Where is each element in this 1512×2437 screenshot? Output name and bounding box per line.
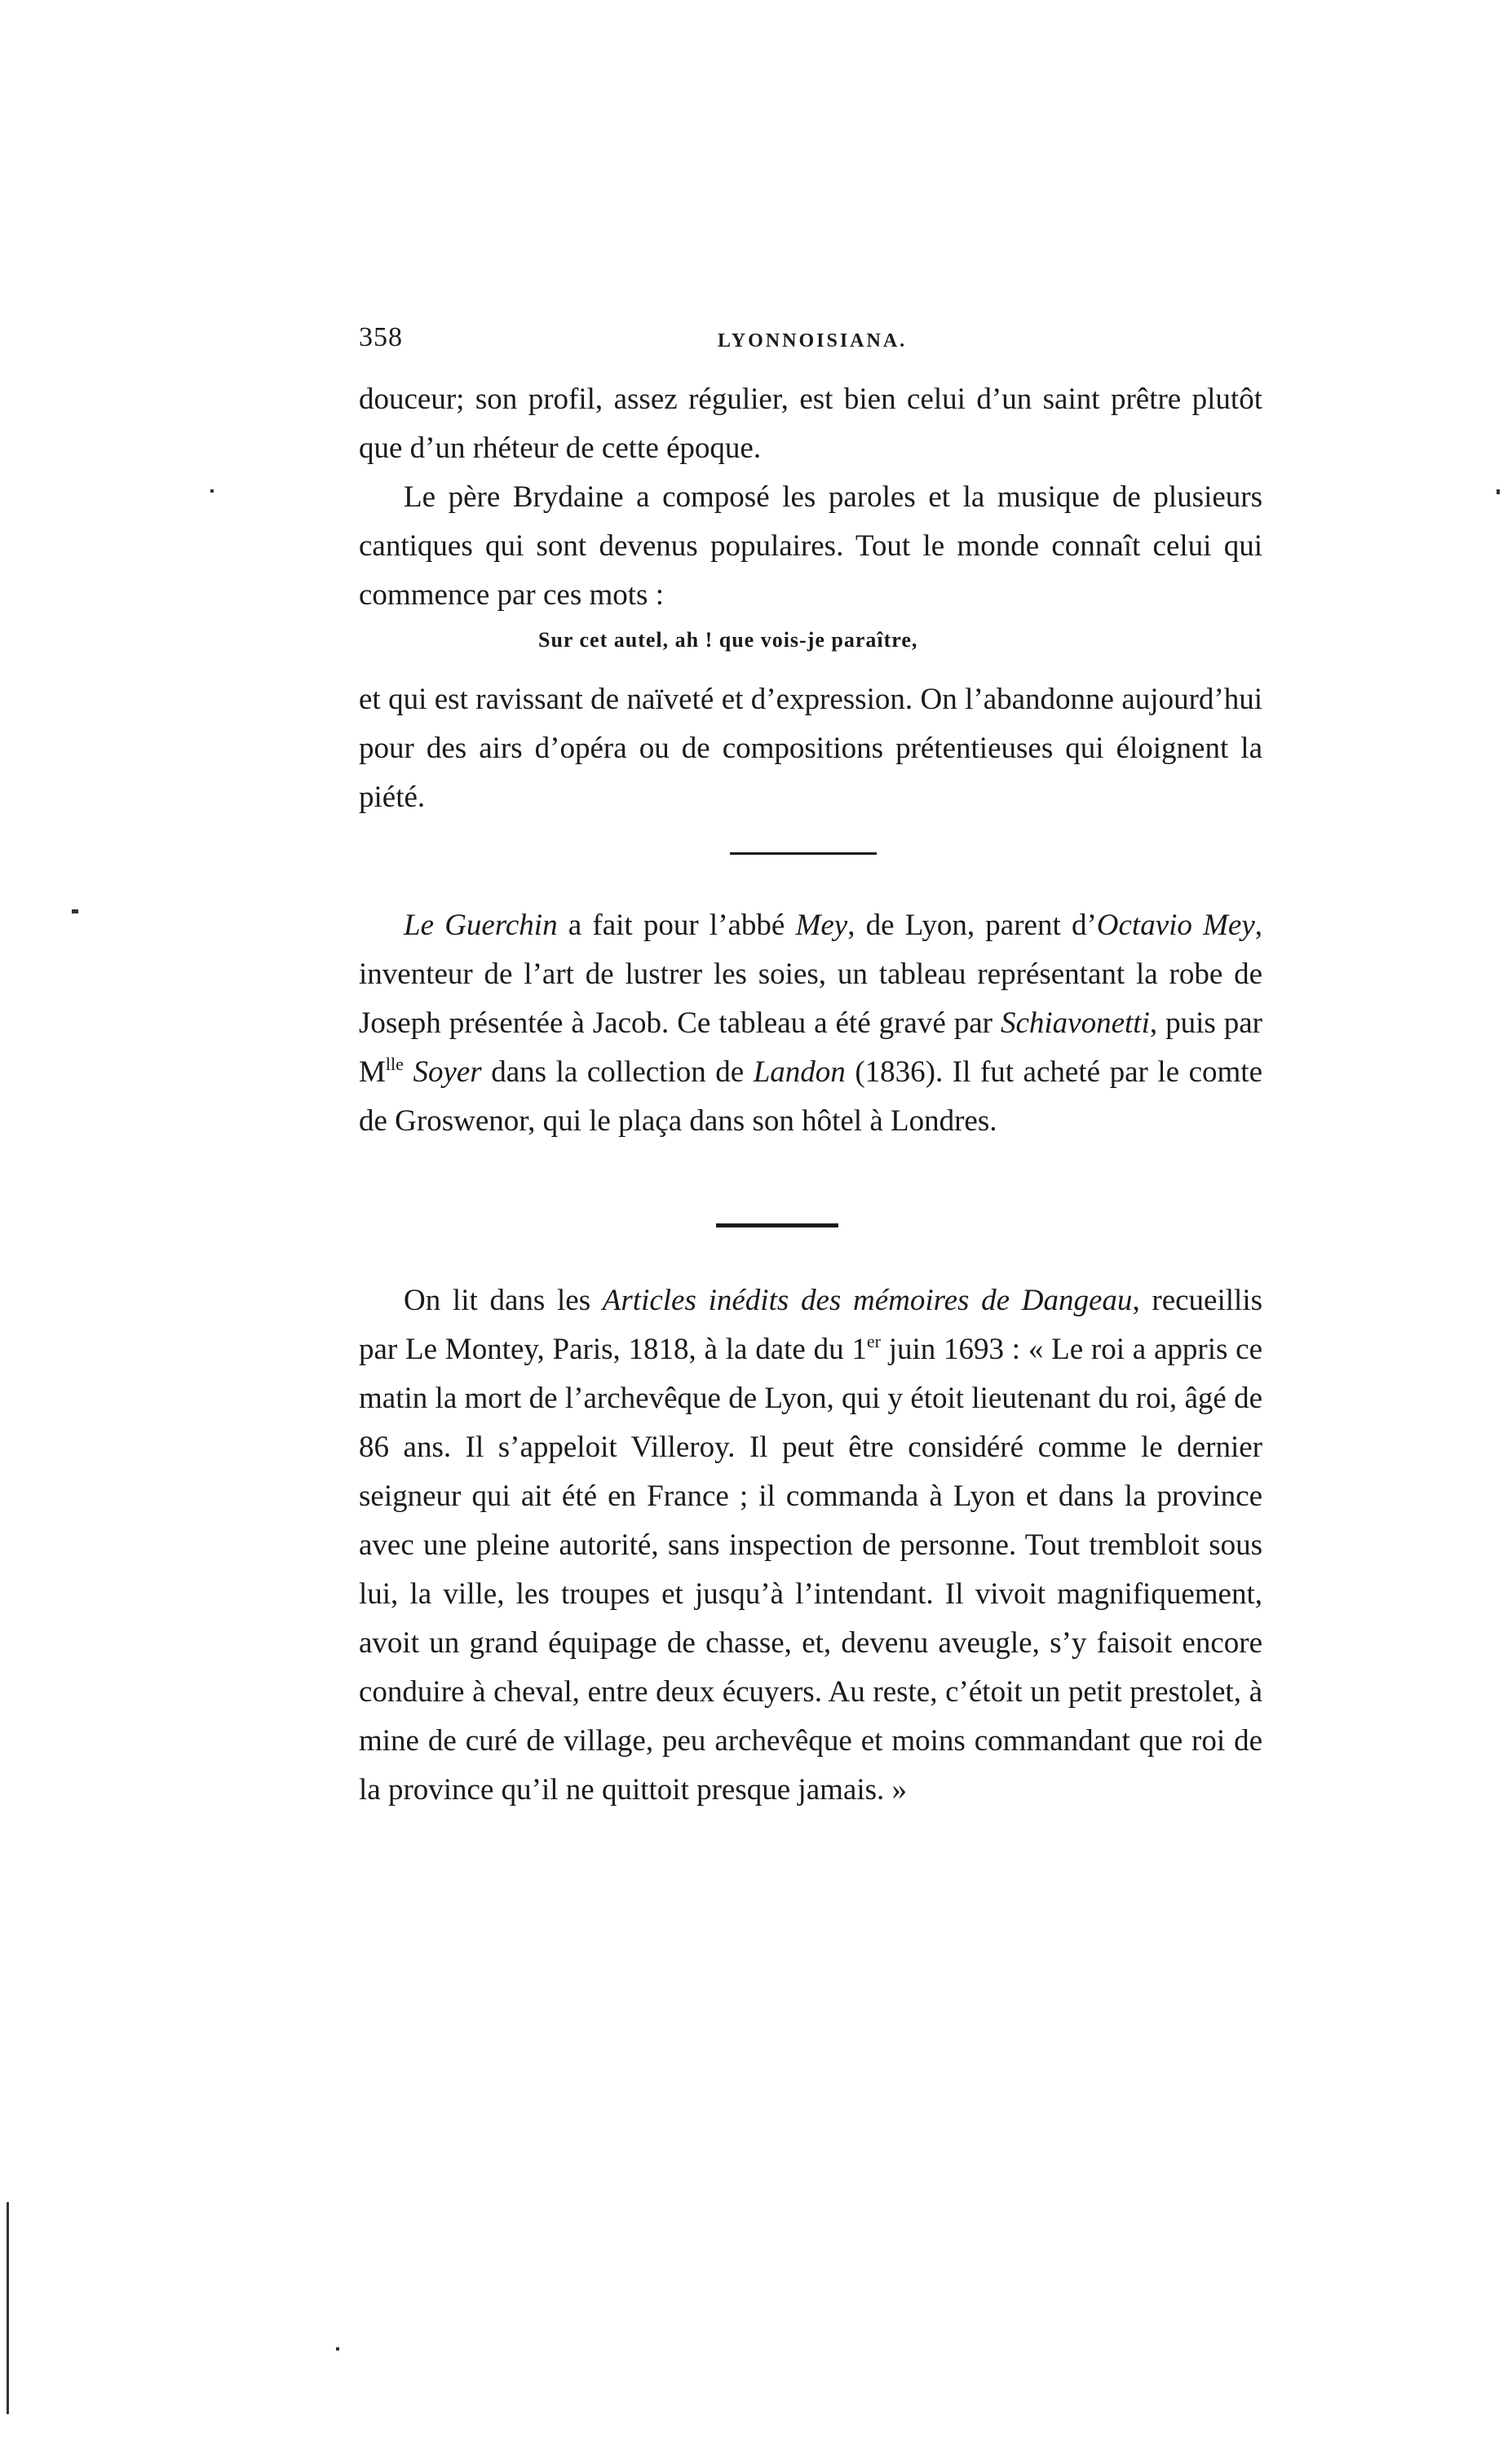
verse-quote: Sur cet autel, ah ! que vois-je paraître, bbox=[538, 628, 918, 652]
paragraph-guerchin-text bbox=[359, 901, 1262, 1146]
text-span: juin 1693 : « Le roi a appris ce matin la mort de l’archevêque de Lyon, qui y étoit lieutenant du roi, âgé de 86 ans. Il s’appeloit Villeroy. Il peut être considéré comme le dernier seigneur qui ait été en France ; il commanda à Lyon et dans la province avec une pleine autorité, sans inspection de personne. Tout trembloit sous lui, la ville, les troupes et jusqu’à l’intendant. Il vivoit magnifiquement, avoit un grand équipage de chasse, et, devenu aveugle, s’y faisoit encore conduire à cheval, entre deux écuyers. Au reste, c’étoit un petit prestolet, à mine de curé de village, peu archevêque et moins commandant que roi de la province qu’il ne quittoit presque jamais. » bbox=[359, 1333, 1262, 1807]
title-articles-inedits: Articles inédits des mémoires de Dangeau bbox=[602, 1284, 1133, 1317]
scan-speck bbox=[210, 489, 214, 493]
text-span: On lit dans les bbox=[404, 1284, 603, 1317]
paragraph-dangeau-text bbox=[359, 1276, 1262, 1815]
name-octavio-mey: Octavio Mey bbox=[1096, 909, 1255, 942]
paragraph-line-continuation: douceur; son profil, assez régulier, est bien celui d’un saint prêtre plutôt que d’un rhéteur de cette époque. bbox=[359, 383, 1262, 465]
text-span bbox=[404, 1055, 413, 1089]
text-span: dans la collection de bbox=[481, 1055, 754, 1089]
section-divider-2 bbox=[716, 1223, 838, 1227]
paragraph-brydaine bbox=[359, 375, 1262, 620]
name-schiavonetti: Schiavonetti bbox=[1000, 1006, 1150, 1040]
paragraph-naivete bbox=[359, 675, 1262, 822]
paragraph-cantiques: Le père Brydaine a composé les paroles et la musique de plusieurs cantiques qui sont devenus populaires. Tout le monde connaît celui qui commence par ces mots : bbox=[359, 480, 1262, 612]
name-soyer: Soyer bbox=[413, 1055, 482, 1089]
page-number: 358 bbox=[359, 322, 403, 352]
text-span: (1836). Il fut acheté par le comte de Groswenor, qui le plaça dans son hôtel à Londres. bbox=[359, 1055, 1262, 1138]
superscript-er: er bbox=[866, 1331, 881, 1351]
paragraph-dangeau bbox=[359, 1276, 1262, 1815]
name-landon: Landon bbox=[753, 1055, 846, 1089]
section-divider bbox=[730, 852, 877, 855]
paragraph-naivete-text: et qui est ravissant de naïveté et d’expression. On l’abandonne aujourd’hui pour des airs d’opéra ou de compositions prétentieuses qui éloignent la piété. bbox=[359, 683, 1262, 814]
scan-edge-mark bbox=[7, 2202, 9, 2414]
text-span: , de Lyon, parent d’ bbox=[847, 909, 1097, 942]
running-head bbox=[359, 322, 1272, 371]
superscript-lle: lle bbox=[385, 1054, 404, 1074]
scan-speck bbox=[336, 2347, 339, 2351]
paragraph-guerchin bbox=[359, 901, 1262, 1146]
name-guerchin: Le Guerchin bbox=[404, 909, 558, 942]
text-span: , inventeur de l’art de lustrer les soies, un tableau représentant la robe de Joseph présentée à Jacob. Ce tableau a été gravé par bbox=[359, 909, 1263, 1040]
text-span: a fait pour l’abbé bbox=[557, 909, 796, 942]
name-mey: Mey bbox=[795, 909, 848, 942]
text-span: , recueillis par Le Montey, Paris, 1818, à la date du 1 bbox=[359, 1284, 1262, 1366]
running-title: LYONNOISIANA. bbox=[718, 330, 908, 352]
text-span: , puis par M bbox=[359, 1006, 1262, 1089]
scan-speck bbox=[1497, 489, 1500, 494]
scan-speck bbox=[72, 909, 78, 913]
